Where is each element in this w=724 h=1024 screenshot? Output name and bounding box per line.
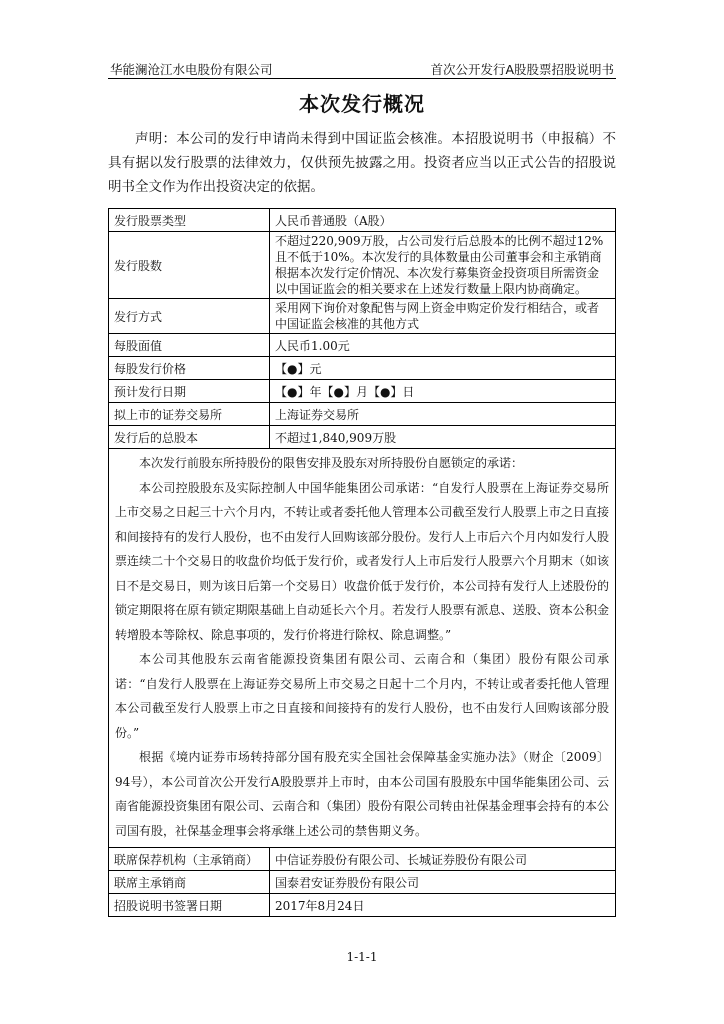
lockup-controlling-shareholder: 本公司控股股东及实际控制人中国华能集团公司承诺：“自发行人股票在上海证券交易所上市交易之日起三十六个月内，不转让或者委托他人管理本公司截至发行人股票上市之日直接和间接持有的发行人股份，也不由发行人回购该部分股份。发行人上市后六个月内如发行人股票连续二十个交易日的收盘价均低于发行价，或者发行人上市后发行人股票六个月期末（如该日不是交易日，则为该日后第一个交易日）收盘价低于发行价，本公司持有发行人上述股份的锁定期限将在原有锁定期限基础上自动延长六个月。若发行人股票有派息、送股、资本公积金转增股本等除权、除息事项的，发行价将进行除权、除息调整。” bbox=[115, 480, 609, 642]
page-title: 本次发行概况 bbox=[299, 92, 425, 116]
row-label: 预计发行日期 bbox=[109, 380, 270, 403]
table-row bbox=[109, 403, 616, 426]
row-value: 中信证券股份有限公司、长城证券股份有限公司 bbox=[270, 848, 616, 871]
table-row bbox=[109, 334, 616, 357]
table-row bbox=[109, 426, 616, 449]
table-row bbox=[109, 380, 616, 403]
row-label: 每股发行价格 bbox=[109, 357, 270, 380]
row-value: 国泰君安证券股份有限公司 bbox=[270, 871, 616, 894]
table-row bbox=[109, 357, 616, 380]
row-value: 【●】年【●】月【●】日 bbox=[270, 380, 616, 403]
row-value: 不超过220,909万股，占公司发行后总股本的比例不超过12%且不低于10%。本次发行的具体数量由公司董事会和主承销商根据本次发行定价情况、本次发行募集资金投资项目所需资金以中国证监会的相关要求在上述发行数量上限内协商确定。 bbox=[270, 232, 616, 299]
row-value: 上海证券交易所 bbox=[270, 403, 616, 426]
declaration-text: 声明：本公司的发行申请尚未得到中国证监会核准。本招股说明书（申报稿）不具有据以发行股票的法律效力，仅供预先披露之用。投资者应当以正式公告的招股说明书全文作为作出投资决定的依据。 bbox=[108, 131, 616, 195]
row-value: 【●】元 bbox=[270, 357, 616, 380]
lockup-state-shares: 根据《境内证券市场转持部分国有股充实全国社会保障基金实施办法》（财企〔2009〕94号），本公司首次公开发行A股股票并上市时，由本公司国有股股东中国华能集团公司、云南省能源投资集团有限公司、云南合和（集团）股份有限公司转由社保基金理事会持有的本公司国有股，社保基金理事会将承继上述公司的禁售期义务。 bbox=[115, 750, 609, 838]
row-label: 拟上市的证券交易所 bbox=[109, 403, 270, 426]
row-label: 发行方式 bbox=[109, 299, 270, 334]
header-document-title: 首次公开发行A股股票招股说明书 bbox=[430, 62, 614, 77]
row-label: 发行股票类型 bbox=[109, 209, 270, 232]
table-row bbox=[109, 871, 616, 894]
page-number: 1-1-1 bbox=[346, 950, 378, 964]
table-row bbox=[109, 232, 616, 299]
table-row bbox=[109, 894, 616, 917]
declaration bbox=[108, 127, 616, 199]
table-row bbox=[109, 209, 616, 232]
row-label: 联席主承销商 bbox=[109, 871, 270, 894]
lockup-other-shareholders: 本公司其他股东云南省能源投资集团有限公司、云南合和（集团）股份有限公司承诺：“自发行人股票在上海证券交易所上市交易之日起十二个月内，不转让或者委托他人管理本公司截至发行人股票上市之日直接和间接持有的发行人股份，也不由发行人回购该部分股份。” bbox=[115, 652, 609, 740]
row-value: 不超过1,840,909万股 bbox=[270, 426, 616, 449]
table-row bbox=[109, 299, 616, 334]
table-row bbox=[109, 848, 616, 871]
header-company: 华能澜沧江水电股份有限公司 bbox=[110, 62, 273, 77]
row-label: 发行股数 bbox=[109, 232, 270, 299]
row-value: 2017年8月24日 bbox=[270, 894, 616, 917]
row-value: 人民币1.00元 bbox=[270, 334, 616, 357]
header-rule bbox=[108, 78, 616, 79]
lockup-intro: 本次发行前股东所持股份的限售安排及股东对所持股份自愿锁定的承诺： bbox=[139, 456, 524, 470]
row-label: 每股面值 bbox=[109, 334, 270, 357]
lockup-cell bbox=[109, 449, 616, 848]
row-label: 联席保荐机构（主承销商） bbox=[109, 848, 270, 871]
row-label: 发行后的总股本 bbox=[109, 426, 270, 449]
page-header bbox=[108, 60, 616, 78]
row-value: 采用网下询价对象配售与网上资金申购定价发行相结合，或者中国证监会核准的其他方式 bbox=[270, 299, 616, 334]
row-value: 人民币普通股（A股） bbox=[270, 209, 616, 232]
offering-summary-table bbox=[108, 208, 616, 917]
row-label: 招股说明书签署日期 bbox=[109, 894, 270, 917]
lockup-section bbox=[109, 449, 616, 848]
